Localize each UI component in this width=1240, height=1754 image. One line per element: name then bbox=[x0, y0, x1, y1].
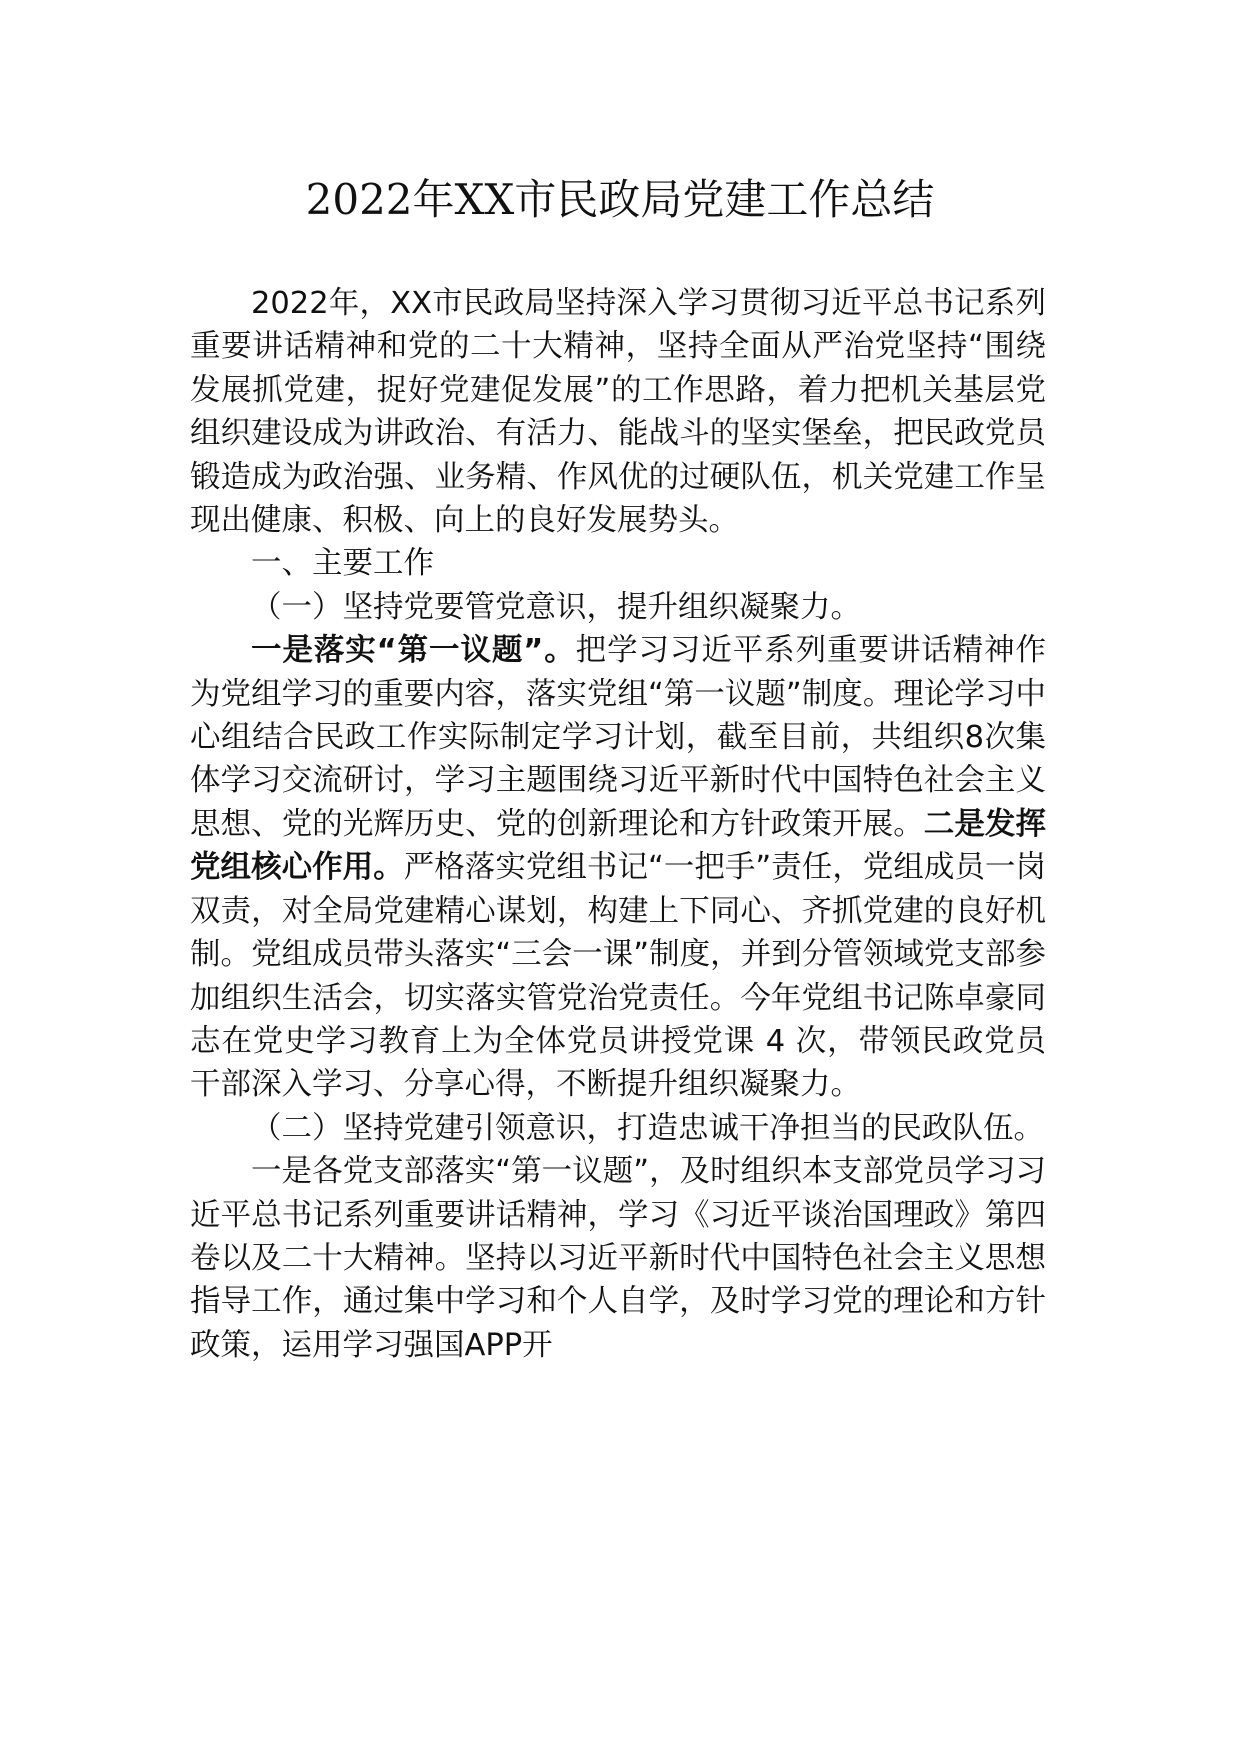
body-paragraph: 一是各党支部落实“第一议题”，及时组织本支部党员学习习近平总书记系列重要讲话精神，学习《习近平谈治国理政》第四卷以及二十大精神。坚持以习近平新时代中国特色社会主义思想指导工作，通过集中学习和个人自学，及时学习党的理论和方针政策，运用学习强国APP开 bbox=[190, 1154, 1046, 1363]
item-lead: 二是发挥党组核心作用。 bbox=[190, 806, 1047, 886]
document-body bbox=[190, 282, 1046, 1367]
subsection-heading: （一）坚持党要管党意识，提升组织凝聚力。 bbox=[251, 589, 861, 625]
intro-paragraph: 2022年，XX市民政局坚持深入学习贯彻习近平总书记系列重要讲话精神和党的二十大精神，坚持全面从严治党坚持“围绕发展抓党建，捉好党建促发展”的工作思路，着力把机关基层党组织建设成为讲政治、有活力、能战斗的坚实堡垒，把民政党员锻造成为政治强、业务精、作风优的过硬队伍，机关党建工作呈现出健康、积极、向上的良好发展势头。 bbox=[190, 286, 1046, 539]
item-lead: 一是落实“第一议题”。 bbox=[251, 633, 576, 669]
item-text: 严格落实党组书记“一把手”责任，党组成员一岗双责，对全局党建精心谋划，构建上下同心、齐抓党建的良好机制。党组成员带头落实“三会一课”制度，并到分管领域党支部参加组织生活会，切实落实管党治党责任。今年党组书记陈卓豪同志在党史学习教育上为全体党员讲授党课 4 次，带领民政党员干部深入学习、分享心得，不断提升组织凝聚力。 bbox=[190, 850, 1047, 1103]
subsection-heading: （二）坚持党建引领意识，打造忠诚干净担当的民政队伍。 bbox=[251, 1110, 1044, 1146]
section-heading: 一、主要工作 bbox=[251, 546, 434, 582]
document-title: 2022年XX市民政局党建工作总结 bbox=[305, 175, 935, 224]
item-text: 把学习习近平系列重要讲话精神作为党组学习的重要内容，落实党组“第一议题”制度。理论学习中心组结合民政工作实际制定学习计划，截至目前，共组织8次集体学习交流研讨，学习主题围绕习近平新时代中国特色社会主义思想、党的光辉历史、党的创新理论和方针政策开展。 bbox=[190, 633, 1046, 842]
body-paragraph bbox=[190, 629, 1046, 1106]
